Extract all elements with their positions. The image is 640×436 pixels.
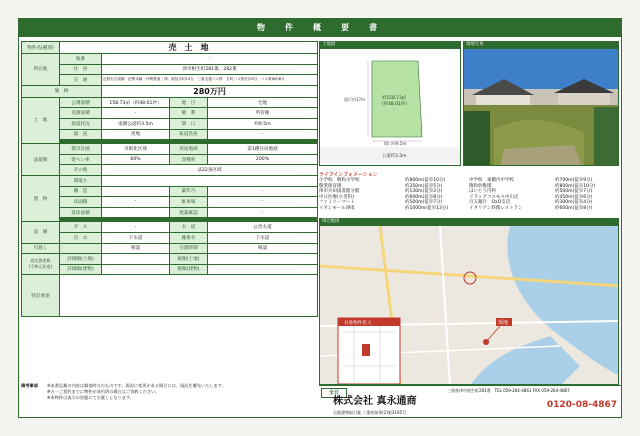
deliver-time-value: 相談 [208,243,318,254]
gas-value: - [102,222,170,233]
land-category-label: 地 目 [170,97,208,108]
status-label: 現 況 [60,129,102,140]
sewer-label: 汚 水 [60,232,102,243]
drain-label: 雑排水 [170,232,208,243]
tax-building-label: 税額(建物) [170,264,208,275]
facility-distance: 約800m(徒歩10分) [405,178,446,183]
site-photo-image [464,49,619,166]
facility-distance: 約800m(徒歩10分) [555,183,596,189]
hd-other-value: - [208,207,318,218]
facility-name: ファミリーマート [319,200,355,206]
facility-distance: 約350m(徒歩5分) [405,183,443,189]
area-label-2: (約48.01坪) [382,102,407,107]
structure-value [102,186,170,197]
hd-build-label: 延床面積 [60,207,102,218]
location-label: 所在地 [22,54,60,86]
deliver-label: 引渡し [22,243,60,254]
facility-name: ドラッグコスモス中川店 [469,194,519,200]
life-title: ライフインフォメーション [319,172,378,178]
phone-number[interactable]: 0120-08-4867 [546,400,617,410]
facility-distance: 約450m(徒歩6分) [555,194,593,200]
hd-build-value [102,207,170,218]
zoning-label: 用途地域 [170,144,208,155]
facility-distance: 約300m(徒歩4分) [555,200,593,206]
frontage-label: 接道状況 [60,118,102,129]
deliver-time-label: 引渡時期 [170,243,208,254]
lot-value: - [102,54,318,65]
special-label: 特記事項 [22,275,60,317]
zoning-value: 第1種住居地域 [208,144,318,155]
rights-label: 権 利 [170,108,208,119]
sewer-value: 下水道 [102,232,170,243]
land-label: 土 地 [22,97,60,143]
map-graphic [320,226,619,385]
sheet-title: 物 件 概 要 書 [19,19,621,37]
equipment-label: 設 備 [22,222,60,243]
area-map[interactable] [319,225,619,385]
type-label: 物件名(種別) [22,42,60,54]
life-row [319,206,619,212]
water-label: 水 道 [170,222,208,233]
facility-distance: 約130m(徒歩2分) [405,189,443,195]
land-category-value: 宅地 [208,97,318,108]
facility-name: イタリアン料理レストラン [469,205,523,211]
area-label-1: 約158.73㎡ [382,96,407,101]
remark-label: 備考事項 [21,383,38,388]
frontage-label: 間口約9.5m [384,141,407,146]
layout-value [102,175,318,186]
road-label: 公道約3.5m [382,154,407,159]
facility-name: 中学校 東橋内中学校 [469,178,514,183]
facility-distance: 約700m(徒歩9分) [555,178,593,183]
price-label: 価 格 [22,85,102,97]
special-value [60,275,318,317]
building-label: 建 物 [22,175,60,221]
deliver-value: 相談 [102,243,170,254]
private-road-value: - [208,129,318,140]
drain-value: 下水道 [208,232,318,243]
facility-name: 小学校 敬和小学校 [319,178,360,183]
facility-distance: 約500m(徒歩7分) [405,200,443,206]
photo-title: 現地写真 [463,41,619,48]
eval-land-value [102,254,170,265]
plot-diagram [320,49,460,165]
rights-value: 所有権 [208,108,318,119]
built-label: 築年月 [170,186,208,197]
road-width-value: 約9.5m [208,118,318,129]
road-width-label: 間 口 [170,118,208,129]
floor-area-value: - [102,197,170,208]
law-label: 法規制 [22,144,60,176]
ad-line: ※本物件は表示の状態にて引渡しとなります。 [47,395,134,400]
inset-label: 対象物件拡大 [344,321,372,326]
city-plan-value: 市街化区域 [102,144,170,155]
registry-area-value: 158.73㎡（約48.01坪） [102,97,170,108]
layout-label: 間取り [60,175,102,186]
bcr-label: 建ぺい率 [60,154,102,165]
eval-building-label: 評価額(建物) [60,264,102,275]
facility-distance: 約500m(徒歩7分) [555,189,593,195]
tax-label: 固定資産税 (令和元年度) [22,254,60,275]
far-value: 200% [208,154,318,165]
address-value: 津市相生町281番、282番 [102,64,318,75]
transport-label: 交 通 [60,75,102,86]
built-value: - [208,186,318,197]
remark-line2: ※万一ご契約までに物件が成約済の場合はご容赦ください。 [47,389,160,394]
transport-value: 近鉄名古屋線・紀勢本線・伊勢鉄道「津」駅徒歩約15分 三重交通バス停 万町バス停徒歩6分、バス乗車約6分 [102,75,318,86]
status-value: 更地 [102,129,170,140]
eval-building-value [102,264,170,275]
target-label: 現地 [498,320,509,326]
remark-line1: ※本書記載の内容は調査時点のものです。現況に変更がある場合には、現況を優先いたします。 [47,383,226,388]
facility-distance: 約1000m(徒歩13分) [405,205,449,211]
gas-label: ガ ス [60,222,102,233]
floor-area-label: 床面積 [60,197,102,208]
facility-name: 百五銀行 OxO支店 [469,200,511,206]
tax-land-label: 税額(土地) [170,254,208,265]
tax-land-value [208,254,318,265]
city-plan-label: 都市計画 [60,144,102,155]
parking-label: 駐車場 [170,197,208,208]
address-label: 住 居 [60,64,102,75]
depth-label: 奥行約17m [344,97,365,102]
facility-distance: 約600m(徒歩8分) [405,194,443,200]
actual-area-value: - [102,108,170,119]
tax-building-value [208,264,318,275]
other-value: 法22条区域 [102,165,318,176]
notes [21,383,321,401]
company-address: 三重県津市相生町281番 TEL 059-264-4861 FAX 059-264-4867 [447,388,570,393]
lot-label: 地番 [60,54,102,65]
site-photo [463,48,619,166]
property-sheet [18,18,622,418]
company-name: 株式会社 真永通商 [333,396,417,407]
facility-name: イオンモール津南 [319,205,355,211]
facility-name: 津市兵田図書館分館 [319,189,360,195]
structure-label: 構 造 [60,186,102,197]
eval-land-label: 評価額(土地) [60,254,102,265]
deliver-sub-label [60,243,102,254]
price-value: 280万円 [102,85,318,97]
plan-title: 土地図 [319,41,461,48]
type-value: 売 土 地 [60,42,318,54]
facility-name: ほいとう内科 [469,189,496,195]
actual-area-label: 実測面積 [60,108,102,119]
frontage-value: 南側公道約3.5m [102,118,170,129]
private-road-label: 私道負担 [170,129,208,140]
far-label: 容積率 [170,154,208,165]
other-label: その他 [60,165,102,176]
life-information [319,171,619,217]
footer [319,385,621,418]
water-value: 公営水道 [208,222,318,233]
facility-name: 敬和幼稚園 [469,183,492,189]
license: 宅地建物取引業 三重県知事(2)第3195号 [333,410,407,415]
bcr-value: 60% [102,154,170,165]
company-logo: 全日 [321,388,347,398]
facility-name: 敬愛保育園 [319,183,342,189]
registry-area-label: 公簿面積 [60,97,102,108]
map-title: 周辺地図 [319,218,619,225]
facility-name: 中日医療(小児科) [319,194,355,200]
parking-value: - [208,197,318,208]
facility-distance: 約600m(徒歩8分) [555,205,593,211]
property-table [21,41,318,317]
land-plan [319,48,461,166]
hd-other-label: 建築確認 [170,207,208,218]
